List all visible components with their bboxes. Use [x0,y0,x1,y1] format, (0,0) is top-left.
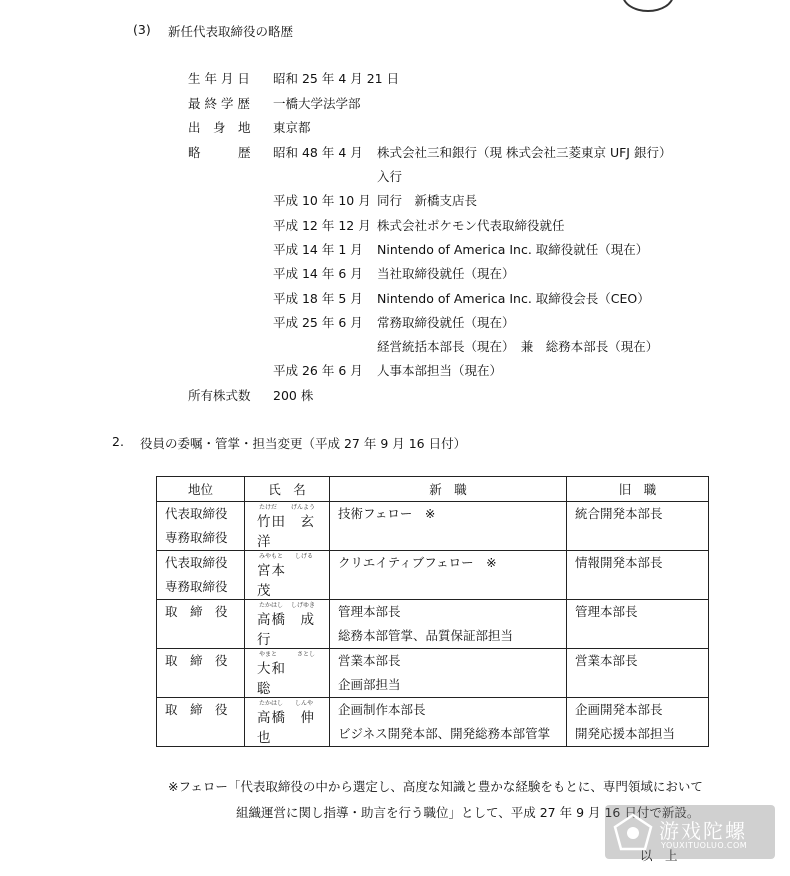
position-cell [157,722,244,746]
site-watermark [605,805,775,859]
career-desc: 株式会社ポケモン代表取締役就任 [377,218,565,233]
section2-number: 2. [112,434,124,449]
education-label: 最 終 学 歴 [188,96,250,111]
name-ruby: しげる [295,553,314,560]
name-ruby: たかはし [259,602,284,609]
new-role-cell [330,526,566,550]
table-row [157,551,709,600]
career-date: 平成 18 年 5 月 [273,291,363,306]
new-role-cell: 技術フェロー ※ [338,506,436,521]
new-role-cell: 企画制作本部長 [338,702,426,717]
birth-label: 生 年 月 日 [188,71,250,86]
education-value: 一橋大学法学部 [273,96,361,111]
old-role-cell: 管理本部長 [575,604,638,619]
section3-number: (3) [133,22,151,37]
career-date: 平成 25 年 6 月 [273,315,363,330]
name-ruby: たけだ [259,504,278,511]
table-row [157,649,709,698]
table-header-row [157,477,709,502]
table-row [157,600,709,649]
name-ruby: さとし [297,651,316,658]
old-role-cell [567,526,708,550]
section3-title: 新任代表取締役の略歴 [168,24,294,39]
header-old-role: 旧 職 [567,477,709,502]
career-desc: 当社取締役就任（現在） [377,266,515,281]
officer-name: 宮本 茂 [257,563,315,599]
new-role-cell: 管理本部長 [338,604,401,619]
career-date: 平成 14 年 1 月 [273,242,363,257]
old-role-cell: 開発応援本部担当 [575,726,676,741]
career-desc: 株式会社三和銀行（現 株式会社三菱東京 UFJ 銀行） [377,145,672,160]
watermark-text: 游戏陀螺 [659,819,747,843]
career-date: 平成 14 年 6 月 [273,266,363,281]
old-role-cell: 営業本部長 [575,653,638,668]
name-ruby: やまと [259,651,278,658]
footnote-line-1: ※フェロー「代表取締役の中から選定し、高度な知識と豊かな経験をもとに、専門領域において [168,779,703,794]
birth-value: 昭和 25 年 4 月 21 日 [273,71,400,86]
old-role-cell [567,624,708,648]
header-name: 氏 名 [245,477,330,502]
officer-changes-table [156,476,709,747]
origin-value: 東京都 [273,120,311,135]
position-cell [157,624,244,648]
old-role-cell: 企画開発本部長 [575,702,663,717]
career-desc: 人事本部担当（現在） [377,363,503,378]
name-ruby: たかはし [259,700,284,707]
career-desc: Nintendo of America Inc. 取締役就任（現在） [377,242,649,257]
new-role-cell: 企画部担当 [338,677,401,692]
shares-value: 200 株 [273,388,314,403]
new-role-cell: 営業本部長 [338,653,401,668]
position-cell: 代表取締役 [165,506,228,521]
position-cell: 代表取締役 [165,555,228,570]
name-ruby: みやもと [259,553,284,560]
name-ruby: しげゆき [291,602,316,609]
career-desc: 経営統括本部長（現在） 兼 総務本部長（現在） [377,339,659,354]
career-date: 平成 26 年 6 月 [273,363,363,378]
name-ruby: しんや [295,700,314,707]
old-role-cell: 統合開発本部長 [575,506,663,521]
officer-name: 竹田 玄洋 [257,514,315,550]
closing-mark: 以 上 [640,848,678,863]
new-role-cell: クリエイティブフェロー ※ [338,555,497,570]
officer-name: 高橋 伸也 [257,710,315,746]
footnote-line-2: 組織運営に関し指導・助言を行う職位」として、平成 27 年 9 月 16 日付で新設。 [236,805,700,820]
position-cell: 専務取締役 [165,579,228,594]
position-cell: 取 締 役 [165,604,228,619]
header-new-role: 新 職 [330,477,567,502]
career-desc: 同行 新橋支店長 [377,193,478,208]
position-cell: 専務取締役 [165,530,228,545]
old-role-cell: 情報開発本部長 [575,555,663,570]
career-desc: 入行 [377,169,403,184]
career-date: 昭和 48 年 4 月 [273,145,363,160]
watermark-subtext: YOUXITUOLUO.COM [661,841,748,850]
officer-name: 大和 聡 [257,661,315,697]
career-desc: 常務取締役就任（現在） [377,315,515,330]
position-cell: 取 締 役 [165,653,228,668]
position-cell [157,673,244,697]
career-label: 略 歴 [188,145,251,160]
career-date: 平成 12 年 12 月 [273,218,371,233]
section2-title: 役員の委嘱・管掌・担当変更（平成 27 年 9 月 16 日付） [140,436,467,451]
old-role-cell [567,575,708,599]
table-row [157,698,709,747]
old-role-cell [567,673,708,697]
career-desc: Nintendo of America Inc. 取締役会長（CEO） [377,291,650,306]
new-role-cell: 総務本部管掌、品質保証部担当 [338,628,514,643]
new-role-cell [330,575,566,599]
position-cell: 取 締 役 [165,702,228,717]
career-date: 平成 10 年 10 月 [273,193,371,208]
name-ruby: げんよう [291,504,316,511]
officer-name: 高橋 成行 [257,612,315,648]
shares-label: 所有株式数 [188,388,251,403]
new-role-cell: ビジネス開発本部、開発総務本部管掌 [338,726,551,741]
company-seal-outline [622,0,674,12]
table-row [157,502,709,551]
tuoluo-logo-icon [613,813,653,851]
origin-label: 出 身 地 [188,120,251,135]
header-position: 地位 [157,477,245,502]
